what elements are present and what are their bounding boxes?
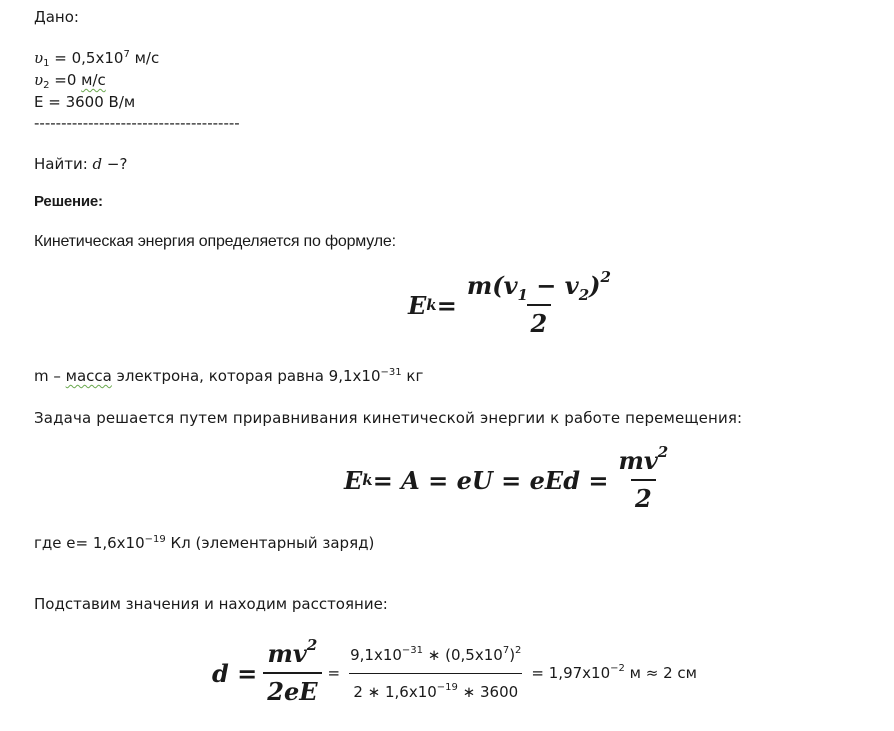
charge-rest: Кл (элементарный заряд) [165,534,375,552]
f3-num-a-exp: −31 [401,644,424,656]
formula-kinetic-energy: E k = $\frac{m(v_1 - v_2)^2}{2}$ [408,272,621,338]
solution-label: Решение: [34,193,103,210]
formula-distance [212,636,697,706]
f3-numeric-numerator [346,641,525,673]
f2-numerator [614,443,672,479]
f3-denominator: 2eE [263,672,321,706]
given-v2 [34,70,106,90]
f1-sub1: 1 [517,286,528,304]
f3-num-c-exp: 2 [515,644,522,656]
f3-fraction-symbolic [263,636,321,706]
v1-symbol: υ [34,49,44,67]
v1-value: = 0,5x10 [49,49,124,67]
f3-den-b: ∗ 3600 [457,682,519,701]
v2-unit: м/с [81,71,106,89]
f2-fraction [614,443,672,513]
f3-result [531,664,697,682]
f3-num-c: ) [509,645,516,664]
separator-dashes: -------------------------------------- [34,114,240,132]
f3-eq: = [327,664,341,682]
given-e-field: E = 3600 В/м [34,93,136,111]
f3-result-rest: м ≈ 2 см [624,664,697,682]
f3-den-a-exp: −19 [436,681,458,693]
charge-text: где e= 1,6x10 [34,534,145,552]
f1-exp: 2 [600,268,611,286]
mass-line [34,366,423,386]
v1-sub: 1 [43,58,50,69]
mass-m: m – [34,367,66,385]
find-line [34,154,127,174]
f3-den-a: 2 ∗ 1,6x10 [353,682,437,701]
v2-value: =0 [49,71,82,89]
v2-sub: 2 [43,80,50,91]
f1-sub2: 2 [578,286,590,304]
f1-minus: − v [527,271,579,300]
f1-eq: = [436,290,457,320]
f3-num-b: ∗ (0,5x10 [423,645,503,664]
mass-rest: электрона, которая равна 9,1x10 [111,367,381,385]
find-var: d [92,155,103,173]
find-label: Найти: [34,155,93,173]
f3-result-exp: −2 [610,663,625,674]
given-label: Дано: [34,8,79,26]
f3-num-exp: 2 [306,636,318,654]
f2-exp: 2 [657,443,669,461]
find-rest: −? [102,155,128,173]
formula-energy-work: E k = A = eU = eEd = $\frac{mv^2}{2}$ [344,447,678,513]
f3-numeric-denominator [349,673,522,706]
f1-denominator: 2 [527,304,552,338]
mass-word: масса [65,367,112,385]
f1-num-a: m(v [466,271,518,300]
f1-numerator [463,268,615,304]
f2-denominator: 2 [631,479,656,513]
f1-lhs: E [408,290,427,320]
kinetic-text: Кинетическая энергия определяется по формуле: [34,233,396,250]
f3-num-b-exp: 7 [502,644,510,656]
f3-num: mv [267,639,307,668]
f2-num: mv [618,446,658,475]
f3-fraction-numeric [346,641,525,706]
f3-num-a: 9,1x10 [350,645,402,664]
v2-symbol: υ [34,71,44,89]
substitute-line: Подставим значения и находим расстояние: [34,595,388,613]
mass-unit: кг [401,367,424,385]
f2-chain: = A = eU = eEd = [372,465,609,495]
task-line: Задача решается путем приравнивания кинетической энергии к работе перемещения: [34,409,743,427]
v1-exp: 7 [123,49,130,60]
f2-lhs: E [344,465,363,495]
f1-fraction [463,268,615,338]
charge-line [34,533,374,553]
f3-lhs: d = [212,658,258,688]
f3-numerator [263,636,321,672]
given-v1 [34,48,159,68]
v1-unit: м/с [129,49,160,67]
f3-result-value: = 1,97x10 [531,664,611,682]
f1-num-b: ) [589,271,601,300]
mass-exp: −31 [380,367,402,378]
charge-exp: −19 [144,534,166,545]
